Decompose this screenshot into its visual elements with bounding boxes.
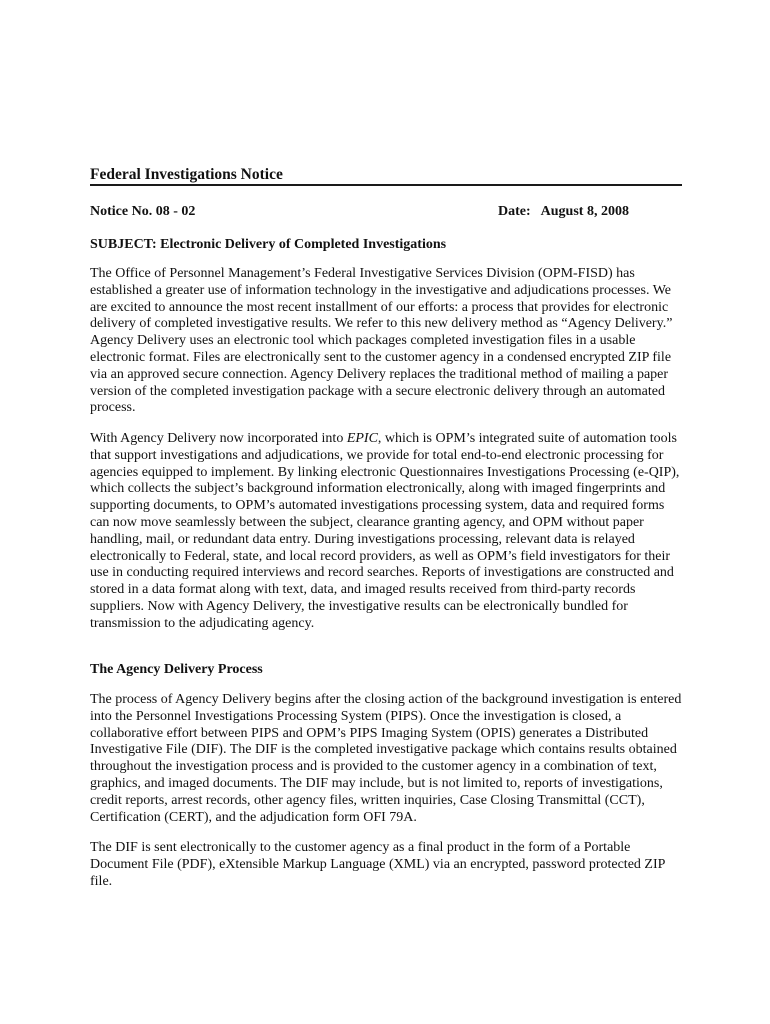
notice-title: Federal Investigations Notice	[90, 166, 283, 183]
text-line: transmission to the adjudicating agency.	[90, 615, 315, 631]
text-line: suppliers. Now with Agency Delivery, the investigative results can be electronically bundled for	[90, 598, 628, 614]
text-line: are excited to announce the most recent installment of our efforts: a process that provides for electronic	[90, 299, 669, 315]
section-heading: The Agency Delivery Process	[90, 662, 263, 677]
notice-date	[498, 202, 629, 221]
text-line: throughout the investigation process and is provided to the customer agency in a combination of text,	[90, 759, 657, 775]
text-line: file.	[90, 873, 113, 889]
notice-number: Notice No. 08 - 02	[90, 204, 196, 219]
text-line: Certification (CERT), and the adjudication form OFI 79A.	[90, 809, 417, 825]
text-line: Document File (PDF), eXtensible Markup Language (XML) via an encrypted, password protected ZIP	[90, 856, 666, 872]
text-line: credit reports, arrest records, other agency files, written inquiries, Case Closing Transmittal (CCT),	[90, 792, 645, 808]
notice-info-row	[90, 202, 682, 221]
text-line: electronic format. Files are electronically sent to the customer agency in a condensed encrypted ZIP file	[90, 349, 672, 365]
text-line: collaborative effort between PIPS and OPM’s PIPS Imaging System (OPIS) generates a Distributed	[90, 725, 649, 741]
text-line: supporting documents, to OPM’s automated investigations processing system, data and required forms	[90, 498, 665, 514]
text-line: version of the completed investigation package with a secure electronic delivery through an automated	[90, 383, 665, 399]
text-line: use in conducting required interviews and record searches. Reports of investigations are constructed and	[90, 565, 674, 581]
text-line: Agency Delivery uses an electronic tool which packages completed investigation files in a usable	[90, 333, 636, 349]
text-line: The process of Agency Delivery begins after the closing action of the background investigation is entered	[90, 692, 682, 707]
text-line: that support investigations and adjudications, we provide for total end-to-end electronic processing for	[90, 447, 664, 463]
paragraph-intro	[90, 266, 682, 417]
text-line: The DIF is sent electronically to the customer agency as a final product in the form of a Portable	[90, 840, 631, 855]
epic-term: EPIC	[346, 431, 378, 446]
text-line: process.	[90, 400, 136, 416]
paragraph-dif	[90, 840, 682, 890]
date-value: August 8, 2008	[540, 204, 629, 219]
paragraph-process	[90, 692, 682, 826]
text-line: delivery of completed investigative results. We refer to this new delivery method as “Agency Delivery.”	[90, 316, 673, 332]
document-page	[90, 0, 682, 1024]
text-line: established a greater use of information technology in the investigative and adjudications processes. We	[90, 282, 671, 298]
subject-line: SUBJECT: Electronic Delivery of Completed Investigations	[90, 237, 447, 252]
text-line: electronically to Federal, state, and local record providers, as well as OPM’s field investigators for their	[90, 548, 671, 564]
text-line: stored in a data format along with text, data, and imaged results received from third-party records	[90, 582, 636, 598]
text-line: via an approved secure connection. Agency Delivery replaces the traditional method of mailing a paper	[90, 366, 669, 382]
text-line: Investigative File (DIF). The DIF is the completed investigative package which contains results obtained	[90, 742, 677, 758]
text-line: graphics, and imaged documents. The DIF may include, but is not limited to, reports of investigations,	[90, 775, 663, 791]
text-line: can now move seamlessly between the subject, clearance granting agency, and OPM without paper	[90, 514, 644, 530]
text-line: agencies equipped to implement. By linking electronic Questionnaires Investigations Processing (e-QIP),	[90, 464, 680, 480]
text-line: The Office of Personnel Management’s Federal Investigative Services Division (OPM-FISD) has	[90, 266, 635, 281]
text-line: which collects the subject’s background information electronically, along with imaged fingerprints and	[90, 481, 666, 497]
date-label: Date:	[498, 204, 531, 219]
title-rule	[90, 184, 682, 186]
text-line	[90, 431, 682, 448]
text-segment: , which is OPM’s integrated suite of automation tools	[377, 431, 677, 446]
paragraph-epic	[90, 431, 682, 633]
text-line: into the Personnel Investigations Processing System (PIPS). Once the investigation is closed, a	[90, 708, 622, 724]
text-line: handling, mail, or redundant data entry. During investigations processing, relevant data is relayed	[90, 531, 635, 547]
text-segment: With Agency Delivery now incorporated into	[90, 431, 347, 446]
